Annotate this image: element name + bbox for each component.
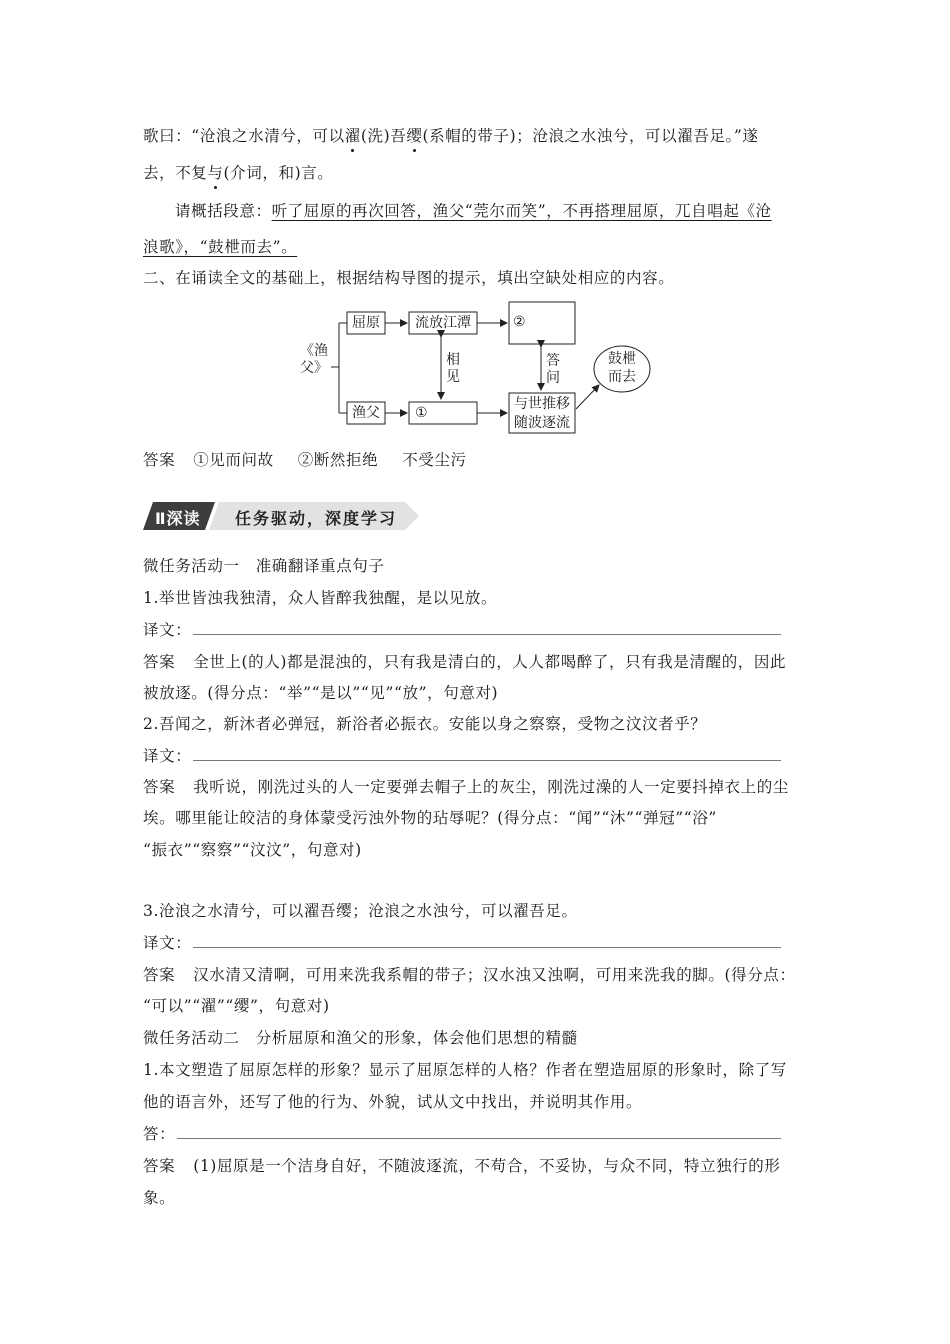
node-yu-fu: 渔父 [352,405,380,421]
emphasis-char: 濯 [344,127,361,145]
structure-diagram [295,297,665,437]
node-go-with-line1: 与世推移 [514,396,570,412]
translation-blank[interactable] [193,746,781,761]
node-leave-line2: 而去 [608,369,636,385]
translation-label: 译文： [143,621,192,639]
banner-text: 任务驱动，深度学习 [235,509,398,528]
answer-label: 答案 [143,653,176,671]
s2-answer-field [143,1124,781,1144]
answer-label: 答案 [143,451,176,469]
answer-label: 答案 [143,966,176,984]
section-banner [143,500,423,532]
translation-label: 译文： [143,934,192,952]
diagram-title: 《渔父》 [300,343,328,376]
s2-answer-1-line-1 [143,1156,780,1176]
answer-2-line-1 [143,777,789,797]
s2-answer-1-line-2: 象。 [143,1189,176,1207]
text-segment: (洗)吾 [360,127,407,145]
answer-3-line-2: “可以”“濯”“缨”，句意对) [143,997,330,1015]
answer-text: (1)屈原是一个洁身自好，不随波逐流，不苟合，不妥协，与众不同，特立独行的形 [193,1157,781,1175]
text-segment: 去，不复 [143,164,208,182]
node-go-with-line2: 随波逐流 [514,415,570,431]
question-1: 1.举世皆浊我独清，众人皆醉我独醒，是以见放。 [143,589,498,607]
question-3: 3.沧浪之水清兮，可以濯吾缨；沧浪之水浊兮，可以濯吾足。 [143,902,578,920]
emphasis-char: 与 [207,164,224,182]
translation-3 [143,933,781,953]
answer-item: ②断然拒绝 [297,451,379,469]
translation-label: 译文： [143,747,192,765]
node-blank-2: ② [513,314,526,330]
activity-one-heading: 微任务活动一 准确翻译重点句子 [143,557,385,575]
answer-item: ①见而问故 [193,451,274,469]
summary-answer: 听了屈原的再次回答，渔父“莞尔而笑”，不再搭理屈原，兀自唱起《沧 [271,202,772,220]
summary-line-2 [143,237,297,257]
answer-diagram [143,450,467,470]
activity-two-heading: 微任务活动二 分析屈原和渔父的形象，体会他们思想的精髓 [143,1029,578,1047]
answer-2-line-3: “振衣”“察察”“汶汶”，句意对) [143,841,362,859]
answer-text: 我听说，刚洗过头的人一定要弹去帽子上的灰尘，刚洗过澡的人一定要抖掉衣上的尘 [193,778,789,796]
translation-2 [143,746,781,766]
answer-field-label: 答： [143,1125,176,1143]
node-exile: 流放江潭 [415,315,471,331]
banner-tab-text: Ⅱ深读 [155,509,201,528]
translation-blank[interactable] [193,620,781,635]
s2-question-1-line-1: 1.本文塑造了屈原怎样的形象？显示了屈原怎样的人格？作者在塑造屈原的形象时，除了写 [143,1061,787,1079]
song-line-2 [143,163,333,183]
label-reply: 答问 [546,353,560,386]
task-two-instruction: 二、在诵读全文的基础上，根据结构导图的提示，填出空缺处相应的内容。 [143,269,675,287]
node-leave-line1: 鼓枻 [608,351,636,367]
summary-answer: 浪歌》，“鼓枻而去”。 [143,238,298,256]
question-2: 2.吾闻之，新沐者必弹冠，新浴者必振衣。安能以身之察察，受物之汶汶者乎？ [143,715,707,733]
text-segment: (介词，和)言。 [223,164,334,182]
emphasis-char: 缨 [406,127,423,145]
node-qu-yuan: 屈原 [352,315,380,331]
song-line-1 [143,126,759,146]
node-blank-1: ① [415,405,428,421]
translation-blank[interactable] [193,933,781,948]
text-segment: (系帽的带子)；沧浪之水浊兮，可以濯吾足。”遂 [422,127,759,145]
text-segment: 歌曰：“沧浪之水清兮，可以 [143,127,345,145]
translation-1 [143,620,781,640]
answer-text: 汉水清又清啊，可用来洗我系帽的带子；汉水浊又浊啊，可用来洗我的脚。(得分点： [193,966,796,984]
answer-1-line-2: 被放逐。(得分点：“举”“是以”“见”“放”，句意对) [143,684,499,702]
answer-1-line-1 [143,652,786,672]
answer-item: 不受尘污 [402,451,467,469]
summary-line-1 [175,201,772,221]
answer-blank[interactable] [177,1124,781,1139]
s2-question-1-line-2: 他的语言外，还写了他的行为、外貌，试从文中找出，并说明其作用。 [143,1093,643,1111]
answer-label: 答案 [143,778,176,796]
summary-label: 请概括段意： [175,202,272,220]
answer-text: 全世上(的人)都是混浊的，只有我是清白的，人人都喝醉了，只有我是清醒的，因此 [193,653,787,671]
label-meet: 相见 [446,352,460,385]
answer-3-line-1 [143,965,796,985]
diagram-lines [295,297,665,437]
answer-label: 答案 [143,1157,176,1175]
answer-2-line-2: 埃。哪里能让皎洁的身体蒙受污浊外物的玷辱呢？(得分点：“闻”“沐”“弹冠”“浴” [143,809,717,827]
